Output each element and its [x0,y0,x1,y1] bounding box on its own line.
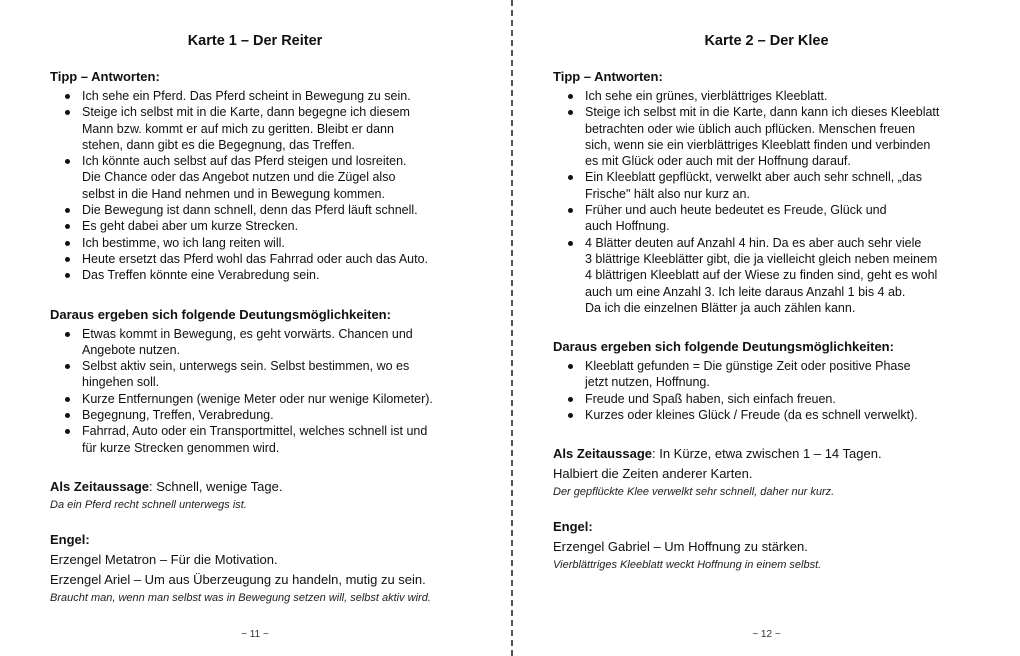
tips-heading: Tipp – Antworten: [553,69,663,84]
tips-heading: Tipp – Antworten: [50,69,160,84]
time-value: : In Kürze, etwa zwischen 1 – 14 Tagen. [652,446,882,462]
time-label: Als Zeitaussage [553,446,652,462]
list-item: Ich sehe ein Pferd. Das Pferd scheint in Bewegung zu sein. [82,88,490,104]
time-statement [50,478,490,495]
list-item: Ich könnte auch selbst auf das Pferd steigen und losreiten. Die Chance oder das Angebot nutzen und die Zügel also selbst in die Hand nehmen und in Bewegung kommen. [82,153,490,202]
list-item: Es geht dabei aber um kurze Strecken. [82,218,490,234]
tips-list [50,88,490,284]
list-item: Kleeblatt gefunden = Die günstige Zeit oder positive Phase jetzt nutzen, Hoffnung. [585,358,1003,391]
page-number: ~ 11 ~ [241,629,269,640]
page-right [513,0,1020,656]
list-item: 4 Blätter deuten auf Anzahl 4 hin. Da es aber auch sehr viele 3 blättrige Kleeblätter gibt, die ja vielleicht gleich neben meinem 4 blättrigen Kleeblatt auf der Wiese zu finden sind, geht es wohl auch um eine Anzahl 3. Ich leite daraus Anzahl 1 bis 4 ab. Da ich die einzelnen Blätter ja auch zählen kann. [585,235,1003,316]
list-item: Begegnung, Treffen, Verabredung. [82,407,490,423]
list-item: Freude und Spaß haben, sich einfach freuen. [585,391,1003,407]
tips-list [553,88,1003,316]
angel-heading: Engel: [553,519,593,535]
angel-line: Erzengel Ariel – Um aus Überzeugung zu handeln, mutig zu sein. [50,571,426,587]
list-item: Steige ich selbst mit in die Karte, dann kann ich dieses Kleeblatt betrachten oder wie üblich auch pflücken. Menschen freuen sich, wenn sie ein vierblättriges Kleeblatt finden und verbinden es mit Glück oder auch mit der Hoffnung darauf. [585,104,1003,169]
time-label: Als Zeitaussage [50,478,149,494]
angel-note: Vierblättriges Kleeblatt weckt Hoffnung in einem selbst. [553,559,822,572]
list-item: Kurzes oder kleines Glück / Freude (da es schnell verwelkt). [585,407,1003,423]
time-line: Halbiert die Zeiten anderer Karten. [553,466,753,482]
page-title: Karte 2 – Der Klee [704,33,829,49]
angel-line: Erzengel Metatron – Für die Motivation. [50,551,278,567]
list-item: Das Treffen könnte eine Verabredung sein. [82,267,490,283]
time-note: Der gepflückte Klee verwelkt sehr schnell, daher nur kurz. [553,486,835,499]
list-item: Steige ich selbst mit in die Karte, dann begegne ich diesem Mann bzw. kommt er auf mich zu geritten. Bleibt er dann stehen, dann gibt es die Begegnung, das Treffen. [82,104,490,153]
meanings-heading: Daraus ergeben sich folgende Deutungsmöglichkeiten: [50,306,391,322]
meanings-heading: Daraus ergeben sich folgende Deutungsmöglichkeiten: [553,339,894,355]
list-item: Ich sehe ein grünes, vierblättriges Kleeblatt. [585,88,1003,104]
list-item: Heute ersetzt das Pferd wohl das Fahrrad oder auch das Auto. [82,251,490,267]
page-content [553,68,1003,573]
list-item: Kurze Entfernungen (wenige Meter oder nur wenige Kilometer). [82,391,490,407]
angel-note: Braucht man, wenn man selbst was in Bewegung setzen will, selbst aktiv wird. [50,591,431,604]
angel-heading: Engel: [50,531,90,547]
time-note: Da ein Pferd recht schnell unterwegs ist. [50,498,247,511]
meanings-list [553,358,1003,423]
meanings-list [50,326,490,456]
list-item: Die Bewegung ist dann schnell, denn das Pferd läuft schnell. [82,202,490,218]
list-item: Ich bestimme, wo ich lang reiten will. [82,235,490,251]
page-number: ~ 12 ~ [752,629,781,640]
time-statement [553,445,1003,462]
angel-line: Erzengel Gabriel – Um Hoffnung zu stärken. [553,539,808,555]
list-item: Früher und auch heute bedeutet es Freude, Glück und auch Hoffnung. [585,202,1003,235]
page-content [50,68,490,606]
list-item: Fahrrad, Auto oder ein Transportmittel, welches schnell ist und für kurze Strecken genommen wird. [82,423,490,456]
list-item: Ein Kleeblatt gepflückt, verwelkt aber auch sehr schnell, „das Frische" hält also nur kurz an. [585,169,1003,202]
page-title: Karte 1 – Der Reiter [187,33,323,49]
list-item: Selbst aktiv sein, unterwegs sein. Selbst bestimmen, wo es hingehen soll. [82,358,490,391]
time-value: : Schnell, wenige Tage. [149,478,283,494]
list-item: Etwas kommt in Bewegung, es geht vorwärts. Chancen und Angebote nutzen. [82,326,490,359]
